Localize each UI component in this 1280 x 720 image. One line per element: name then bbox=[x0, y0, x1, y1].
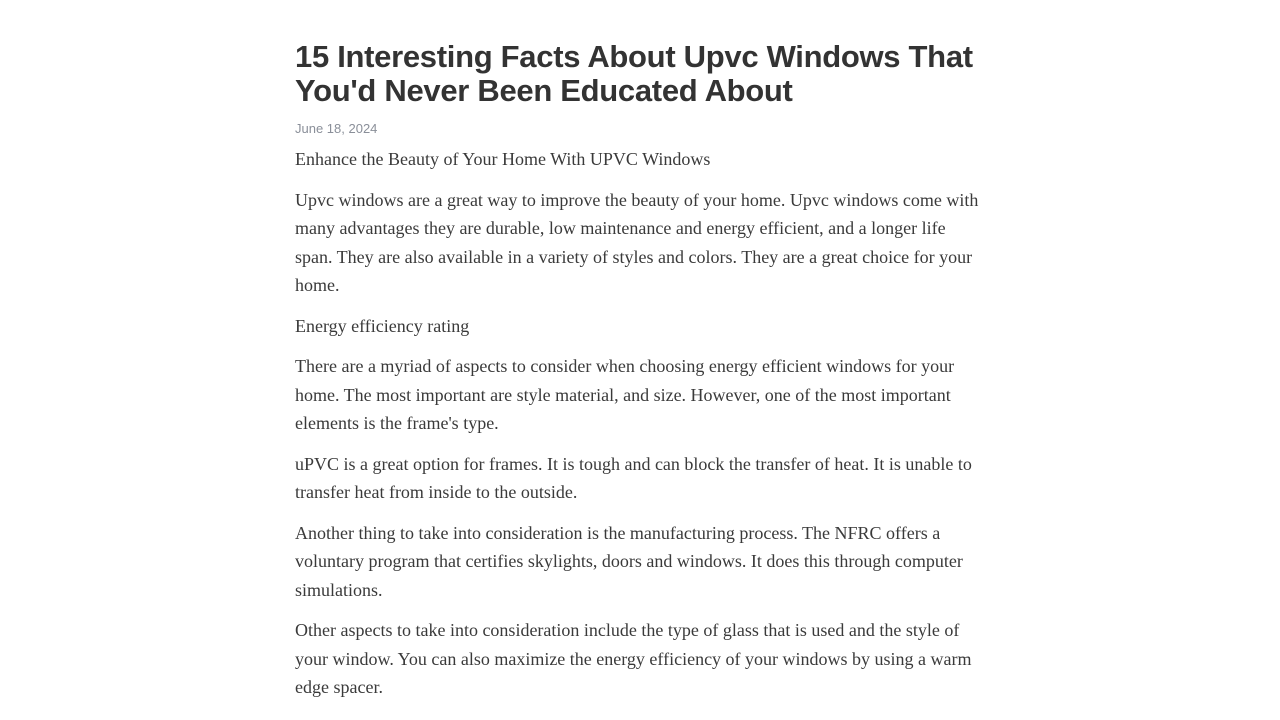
article bbox=[295, 40, 985, 714]
article-body bbox=[295, 145, 985, 702]
publish-date: June 18, 2024 bbox=[295, 121, 378, 136]
paragraph: There are a myriad of aspects to consider when choosing energy efficient windows for your home. The most important are style material, and size. However, one of the most important elements is the frame's type. bbox=[295, 356, 955, 433]
paragraph: Upvc windows are a great way to improve the beauty of your home. Upvc windows come with many advantages they are durable, low maintenance and energy efficient, and a longer life span. They are also available in a variety of styles and colors. They are a great choice for your home. bbox=[295, 189, 979, 295]
paragraph-section-heading: Energy efficiency rating bbox=[295, 315, 470, 336]
article-title: 15 Interesting Facts About Upvc Windows That You'd Never Been Educated About bbox=[295, 39, 973, 108]
paragraph: Other aspects to take into consideration include the type of glass that is used and the style of your window. You can also maximize the energy efficiency of your windows by using a warm edge spacer. bbox=[295, 620, 972, 697]
paragraph: Another thing to take into consideration is the manufacturing process. The NFRC offers a voluntary program that certifies skylights, doors and windows. It does this through computer simulations. bbox=[295, 522, 963, 600]
paragraph: uPVC is a great option for frames. It is tough and can block the transfer of heat. It is unable to transfer heat from inside to the outside. bbox=[295, 453, 972, 502]
paragraph-intro-heading: Enhance the Beauty of Your Home With UPVC Windows bbox=[295, 149, 711, 169]
